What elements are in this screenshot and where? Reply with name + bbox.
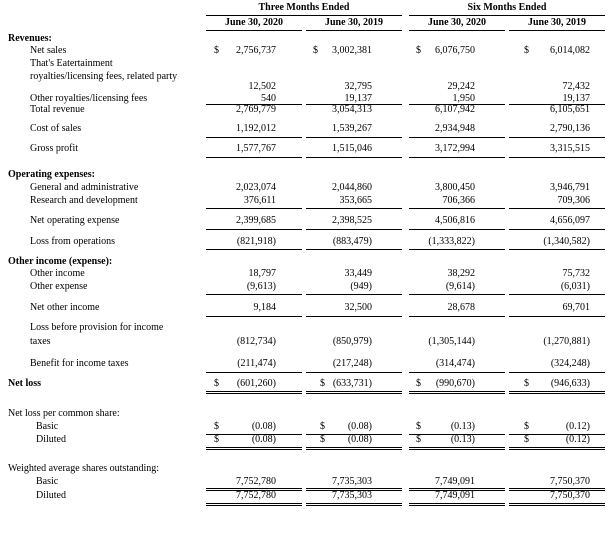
basic-eps-value: (0.12) [565,421,590,432]
r-and-d-value: 353,665 [339,195,372,206]
other-income-value: 38,292 [447,268,475,279]
subtotal-rule [306,372,402,373]
net-other-income-value: 32,500 [344,302,372,313]
r-and-d-value: 709,306 [557,195,590,206]
gross-profit-value: 1,515,046 [332,143,372,154]
currency-symbol: $ [320,378,325,389]
benefit-income-taxes-value: (314,474) [435,358,475,369]
six-months-header: Six Months Ended [467,2,547,13]
basic-shares-value: 7,750,370 [550,476,590,487]
three-months-rule [206,15,402,16]
net-other-income-value: 69,701 [562,302,590,313]
diluted-shares-value: 7,749,091 [435,490,475,501]
double-rule [206,391,302,394]
subtotal-rule [409,294,505,295]
currency-symbol: $ [313,45,318,56]
col-header-rule-2 [306,30,402,31]
loss-from-operations-value: (821,918) [236,236,276,247]
gross-profit-value: 3,172,994 [435,143,475,154]
subtotal-rule [409,372,505,373]
eatertainment-value: 12,502 [248,81,276,92]
subtotal-rule [206,316,302,317]
net-sales-value: 6,014,082 [550,45,590,56]
subtotal-rule [509,294,605,295]
currency-symbol: $ [524,434,529,445]
loss-before-provision-label: Loss before provision for income [30,322,164,333]
loss-from-operations-label: Loss from operations [30,236,115,247]
r-and-d-value: 706,366 [442,195,475,206]
currency-symbol: $ [524,378,529,389]
net-sales-label: Net sales [30,45,67,56]
col-header-2: June 30, 2019 [324,17,384,28]
gross-profit-value: 3,315,515 [550,143,590,154]
r-and-d-value: 376,611 [243,195,276,206]
subtotal-rule [306,249,402,250]
col-header-rule-4 [509,30,605,31]
diluted-shares-value: 7,750,370 [550,490,590,501]
loss-before-provision-label-cont: taxes [30,336,51,347]
net-other-income-value: 9,184 [253,302,276,313]
eatertainment-value: 32,795 [344,81,372,92]
basic-eps-label: Basic [36,421,59,432]
subtotal-rule [509,208,605,209]
loss-before-provision-value: (812,734) [236,336,276,347]
eatertainment-value: 72,432 [562,81,590,92]
other-income-value: 75,732 [562,268,590,279]
other-income-value: 33,449 [344,268,372,279]
double-rule [509,503,605,506]
benefit-income-taxes-value: (324,248) [550,358,590,369]
subtotal-rule [509,372,605,373]
g-and-a-value: 3,800,450 [435,182,475,193]
eatertainment-label: That's Eatertainment [30,58,113,69]
subtotal-rule [306,294,402,295]
net-operating-expense-label: Net operating expense [30,215,120,226]
net-sales-value: 2,756,737 [236,45,276,56]
net-operating-expense-value: 4,506,816 [435,215,475,226]
per-share-heading: Net loss per common share: [8,408,120,419]
other-income-heading: Other income (expense): [8,256,113,267]
operating-expenses-heading: Operating expenses: [8,169,95,180]
g-and-a-value: 2,044,860 [332,182,372,193]
basic-eps-value: (0.08) [251,421,276,432]
basic-eps-value: (0.08) [347,421,372,432]
subtotal-rule [306,229,402,230]
subtotal-rule [409,208,505,209]
g-and-a-label: General and administrative [30,182,139,193]
benefit-income-taxes-value: (217,248) [332,358,372,369]
diluted-eps-value: (0.13) [450,434,475,445]
net-loss-value: (633,731) [332,378,372,389]
other-expense-value: (6,031) [560,281,590,292]
benefit-income-taxes-value: (211,474) [237,358,276,369]
currency-symbol: $ [320,434,325,445]
col-header-rule-3 [409,30,505,31]
double-rule [509,447,605,450]
subtotal-rule [306,157,402,158]
other-expense-value: (9,613) [246,281,276,292]
currency-symbol: $ [524,45,529,56]
subtotal-rule [409,157,505,158]
double-rule [409,391,505,394]
net-operating-expense-value: 2,399,685 [236,215,276,226]
subtotal-rule [206,294,302,295]
other-expense-label: Other expense [30,281,88,292]
g-and-a-value: 2,023,074 [236,182,276,193]
eatertainment-label-cont: royalties/licensing fees, related party [30,71,178,82]
net-sales-value: 3,002,381 [332,45,372,56]
net-other-income-value: 28,678 [447,302,475,313]
net-operating-expense-value: 2,398,525 [332,215,372,226]
currency-symbol: $ [320,421,325,432]
revenues-heading: Revenues: [8,33,52,44]
loss-before-provision-value: (1,270,881) [543,336,590,347]
subtotal-rule [509,137,605,138]
double-rule [206,503,302,506]
gross-profit-label: Gross profit [30,143,79,154]
total-revenue-value: 3,054,313 [332,104,372,115]
total-revenue-value: 6,105,651 [550,104,590,115]
diluted-shares-label: Diluted [36,490,66,501]
col-header-1: June 30, 2020 [224,17,284,28]
total-revenue-label: Total revenue [30,104,85,115]
total-revenue-value: 6,107,942 [435,104,475,115]
diluted-eps-value: (0.08) [347,434,372,445]
subtotal-rule [409,249,505,250]
total-revenue-value: 2,769,779 [236,104,276,115]
net-operating-expense-value: 4,656,097 [550,215,590,226]
subtotal-rule [306,208,402,209]
net-loss-value: (946,633) [550,378,590,389]
cost-of-sales-label: Cost of sales [30,123,82,134]
basic-shares-value: 7,752,780 [236,476,276,487]
subtotal-rule [306,316,402,317]
double-rule [306,503,402,506]
other-royalties-label: Other royalties/licensing fees [30,93,148,104]
col-header-rule-1 [206,30,302,31]
basic-shares-label: Basic [36,476,59,487]
diluted-eps-value: (0.12) [565,434,590,445]
loss-before-provision-value: (850,979) [332,336,372,347]
three-months-header: Three Months Ended [258,2,350,13]
cost-of-sales-value: 1,539,267 [332,123,372,134]
net-loss-label: Net loss [8,378,42,389]
diluted-shares-value: 7,735,303 [332,490,372,501]
other-royalties-value: 19,137 [344,93,372,104]
currency-symbol: $ [214,434,219,445]
currency-symbol: $ [524,421,529,432]
subtotal-rule [206,157,302,158]
currency-symbol: $ [214,421,219,432]
other-income-label: Other income [30,268,85,279]
six-months-rule [409,15,605,16]
net-loss-value: (990,670) [435,378,475,389]
net-other-income-label: Net other income [30,302,100,313]
eatertainment-value: 29,242 [447,81,475,92]
diluted-eps-label: Diluted [36,434,66,445]
subtotal-rule [206,137,302,138]
other-expense-value: (9,614) [445,281,475,292]
double-rule [306,391,402,394]
subtotal-rule [509,229,605,230]
subtotal-rule [509,316,605,317]
net-loss-value: (601,260) [236,378,276,389]
net-sales-value: 6,076,750 [435,45,475,56]
subtotal-rule [306,137,402,138]
currency-symbol: $ [416,45,421,56]
double-rule [306,447,402,450]
subtotal-rule [409,316,505,317]
benefit-income-taxes-label: Benefit for income taxes [30,358,129,369]
other-income-value: 18,797 [248,268,276,279]
basic-shares-value: 7,749,091 [435,476,475,487]
other-expense-value: (949) [350,281,372,292]
subtotal-rule [509,157,605,158]
double-rule [206,447,302,450]
subtotal-rule [409,229,505,230]
other-royalties-value: 19,137 [562,93,590,104]
diluted-eps-value: (0.08) [251,434,276,445]
loss-from-operations-value: (1,340,582) [543,236,590,247]
col-header-4: June 30, 2019 [527,17,587,28]
subtotal-rule [206,229,302,230]
g-and-a-value: 3,946,791 [550,182,590,193]
subtotal-rule [409,137,505,138]
currency-symbol: $ [416,434,421,445]
loss-from-operations-value: (883,479) [332,236,372,247]
currency-symbol: $ [416,421,421,432]
currency-symbol: $ [416,378,421,389]
loss-from-operations-value: (1,333,822) [428,236,475,247]
loss-before-provision-value: (1,305,144) [428,336,475,347]
double-rule [409,503,505,506]
weighted-average-heading: Weighted average shares outstanding: [8,463,160,474]
basic-shares-value: 7,735,303 [332,476,372,487]
basic-eps-value: (0.13) [450,421,475,432]
double-rule [409,447,505,450]
r-and-d-label: Research and development [30,195,138,206]
diluted-shares-value: 7,752,780 [236,490,276,501]
subtotal-rule [206,249,302,250]
double-rule [509,391,605,394]
other-royalties-value: 1,950 [452,93,475,104]
subtotal-rule [509,249,605,250]
cost-of-sales-value: 1,192,012 [236,123,276,134]
currency-symbol: $ [214,45,219,56]
other-royalties-value: 540 [261,93,276,104]
currency-symbol: $ [214,378,219,389]
gross-profit-value: 1,577,767 [236,143,276,154]
cost-of-sales-value: 2,934,948 [435,123,475,134]
subtotal-rule [206,208,302,209]
col-header-3: June 30, 2020 [427,17,487,28]
cost-of-sales-value: 2,790,136 [550,123,590,134]
subtotal-rule [206,372,302,373]
